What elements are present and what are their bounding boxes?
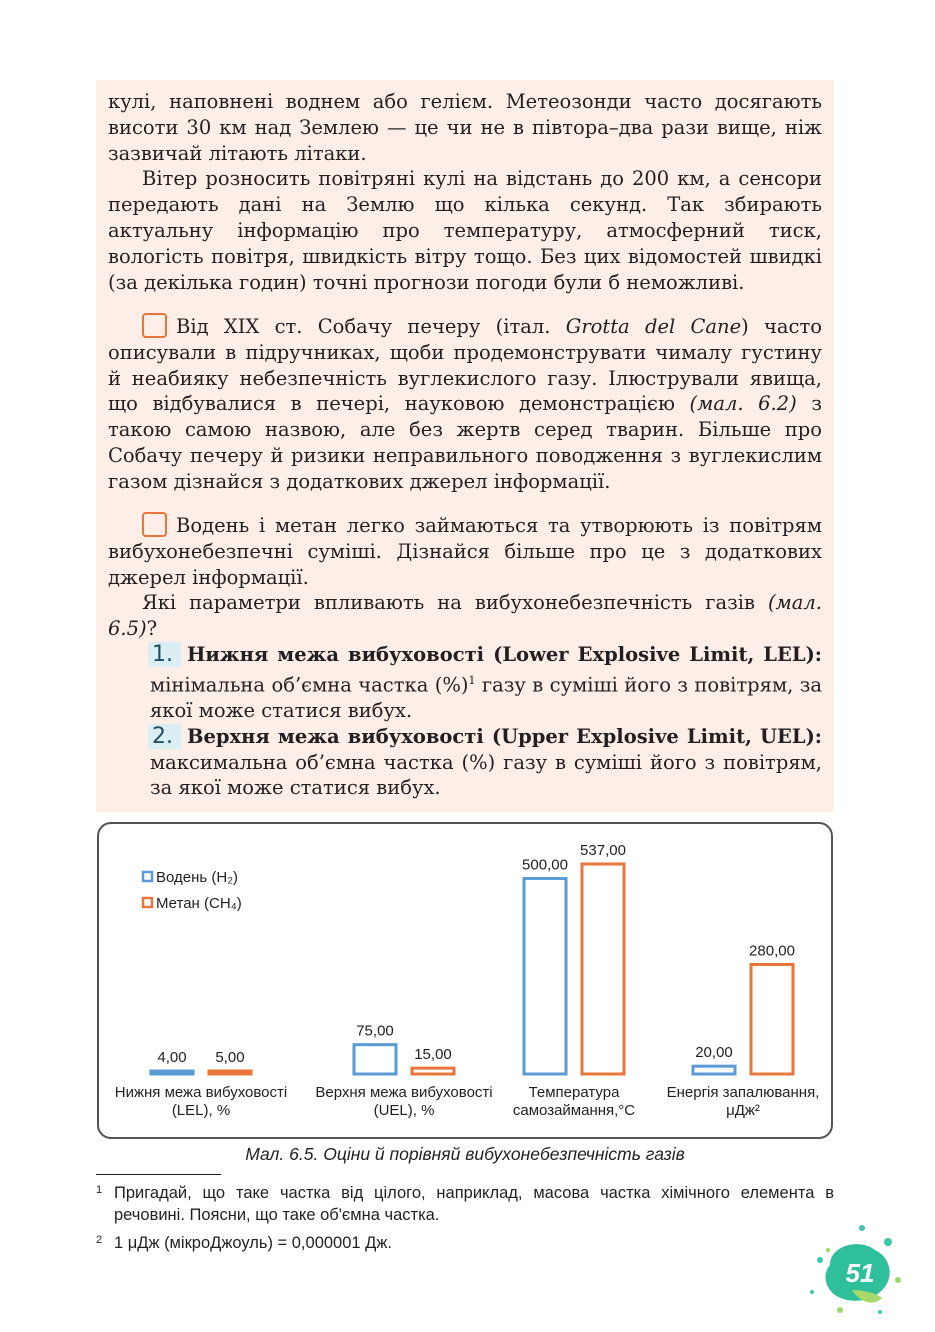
category-label: μДж² bbox=[726, 1102, 760, 1119]
category-label: Верхня межа вибуховості bbox=[315, 1084, 493, 1101]
bar-hydrogen-2 bbox=[524, 878, 566, 1074]
bar-hydrogen-3 bbox=[693, 1066, 735, 1074]
bar-methane-1 bbox=[412, 1068, 454, 1074]
data-label: 5,00 bbox=[215, 1049, 245, 1066]
task-checkbox[interactable] bbox=[142, 313, 167, 338]
figure-ref: (мал. 6.5) bbox=[108, 591, 822, 641]
bar-methane-2 bbox=[582, 864, 624, 1074]
page-number-badge bbox=[800, 1220, 910, 1320]
list-item: 2. Верхня межа вибуховості (Upper Explosive Limit, UEL): максимальна об’ємна частка (%) газу в суміші його з повітрям, за якої може статися вибух. bbox=[150, 723, 822, 800]
category-label: Температура bbox=[528, 1084, 620, 1101]
category-label: самозаймання,°С bbox=[512, 1102, 636, 1119]
chart-frame bbox=[97, 822, 833, 1139]
definition-list bbox=[108, 642, 822, 801]
footnote-separator bbox=[96, 1174, 221, 1175]
page-number: 51 bbox=[845, 1258, 875, 1288]
paragraph-4: Водень і метан легко займаються та утворюють із повітрям вибухонебезпечні суміші. Дізнайся більше про це з додаткових джерел інформації. bbox=[108, 514, 822, 589]
legend-label: Водень (H₂) bbox=[156, 869, 239, 886]
list-item: 1. Нижня межа вибуховості (Lower Explosive Limit, LEL): мінімальна об’ємна частка (%)$^1$ газу в суміші його з повітрям, за якої може статися вибух. bbox=[150, 641, 823, 723]
bar-methane-3 bbox=[751, 965, 793, 1074]
category-label: Енергія запалювання, bbox=[666, 1084, 820, 1101]
figure-caption: Мал. 6.5. Оціни й порівняй вибухонебезпечність газів bbox=[245, 1144, 685, 1164]
task-block-1 bbox=[108, 313, 822, 495]
legend-swatch bbox=[143, 872, 152, 881]
category-label: (LEL), % bbox=[171, 1102, 231, 1119]
data-label: 280,00 bbox=[749, 942, 795, 960]
bar-chart bbox=[99, 824, 831, 1137]
paragraph-5: Які параметри впливають на вибухонебезпечність газів (мал. 6.5)? bbox=[108, 591, 822, 641]
category-label: Нижня межа вибуховості bbox=[114, 1084, 288, 1101]
main-text bbox=[108, 89, 822, 295]
data-label: 75,00 bbox=[356, 1022, 394, 1040]
task-checkbox[interactable] bbox=[142, 512, 167, 537]
data-label: 15,00 bbox=[414, 1046, 452, 1064]
footnote-1: 1 Пригадай, що таке частка від цілого, наприклад, масова частка хімічного елемента в речовині. Поясни, що таке об'ємна частка. bbox=[96, 1184, 834, 1224]
figure-ref: (мал. 6.2) bbox=[689, 392, 797, 416]
data-label: 537,00 bbox=[580, 842, 626, 859]
bar-methane-0 bbox=[209, 1071, 251, 1074]
data-label: 500,00 bbox=[522, 856, 568, 874]
task-block-2 bbox=[108, 512, 822, 801]
data-label: 4,00 bbox=[157, 1049, 187, 1066]
bar-hydrogen-0 bbox=[151, 1071, 193, 1074]
paragraph-3: Від XIX ст. Собачу печеру (італ. Grotta del Cane) часто описували в підручниках, щоби продемонструвати чималу густину й неабияку небезпечність вуглекислого газу. Ілюстрували явища, що відбувалися в печері, науковою демонстрацією (мал. 6.2) з такою самою назвою, але без жертв серед тварин. Більше про Собачу печеру й ризики неправильного поводження з вуглекислим газом дізнайся з додаткових джерел інформації. bbox=[108, 315, 822, 493]
category-label: (UEL), % bbox=[373, 1102, 435, 1119]
footnote-2: 2 1 μДж (мікроДжоуль) = 0,000001 Дж. bbox=[96, 1234, 392, 1252]
paragraph-2: Вітер розносить повітряні кулі на відстань до 200 км, а сенсори передають дані на Землю що кілька секунд. Так збирають актуальну інформацію про температуру, атмосферний тиск, вологість повітря, швидкість вітру тощо. Без цих відомостей швидкі (за декілька годин) точні прогнози погоди були б неможливі. bbox=[108, 167, 822, 294]
bar-hydrogen-1 bbox=[354, 1045, 396, 1074]
legend-swatch bbox=[143, 898, 152, 907]
legend-label: Метан (CH₄) bbox=[156, 895, 242, 912]
paragraph-1: кулі, наповнені воднем або гелієм. Метеозонди часто досягають висоти 30 км над Землею — це чи не в півтора–два рази вище, ніж зазвичай літають літаки. bbox=[108, 90, 822, 165]
data-label: 20,00 bbox=[695, 1044, 733, 1062]
